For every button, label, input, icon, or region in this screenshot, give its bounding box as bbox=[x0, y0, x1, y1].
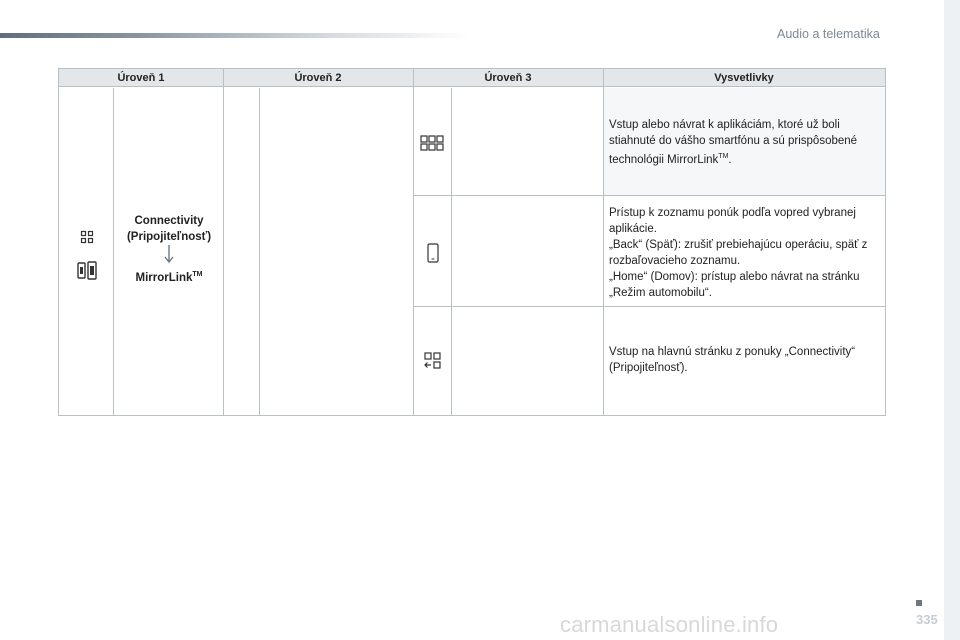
row2-description-line3: „Home“ (Domov): prístup alebo návrat na stránku „Režim automobilu“. bbox=[609, 271, 860, 299]
apps-small-icon bbox=[77, 227, 97, 247]
level1-label-sub: (Pripojiteľnosť) bbox=[126, 231, 212, 243]
level1-label: Connectivity bbox=[134, 215, 204, 227]
column-header-level1: Úroveň 1 bbox=[59, 69, 223, 87]
column-header-level2: Úroveň 2 bbox=[223, 69, 413, 87]
section-title: Audio a telematika bbox=[777, 27, 880, 41]
row1-description: Vstup alebo návrat k aplikáciám, ktoré už boli stiahnuté do vášho smartfónu a sú prispôsobené technológii MirrorLink™. bbox=[609, 119, 858, 166]
mirrorlink-label: MirrorLink bbox=[135, 271, 193, 284]
header-bar bbox=[0, 33, 470, 38]
watermark: carmanualsonline.info bbox=[560, 612, 779, 637]
page-marker bbox=[916, 600, 922, 606]
arrow-down-icon bbox=[162, 245, 176, 265]
page-edge-strip bbox=[944, 0, 960, 640]
connectivity-return-icon bbox=[421, 350, 445, 372]
column-header-explanations: Vysvetlivky bbox=[603, 69, 885, 87]
smartphone-icon bbox=[423, 241, 443, 265]
row3-description: Vstup na hlavnú stránku z ponuky „Connectivity“ (Pripojiteľnosť). bbox=[609, 346, 856, 374]
mirrorlink-icon bbox=[75, 259, 99, 283]
page-number: 335 bbox=[916, 612, 938, 627]
row2-description-line2: „Back“ (Späť): zrušiť prebiehajúcu operáciu, späť z rozbaľovacieho zoznamu. bbox=[609, 239, 868, 267]
row2-description-line1: Prístup k zoznamu ponúk podľa vopred vybranej aplikácie. bbox=[609, 207, 856, 235]
apps-grid-icon bbox=[417, 132, 447, 154]
trademark: TM bbox=[192, 271, 203, 278]
menu-table bbox=[58, 68, 886, 416]
column-header-level3: Úroveň 3 bbox=[413, 69, 603, 87]
row2-description bbox=[609, 205, 883, 301]
